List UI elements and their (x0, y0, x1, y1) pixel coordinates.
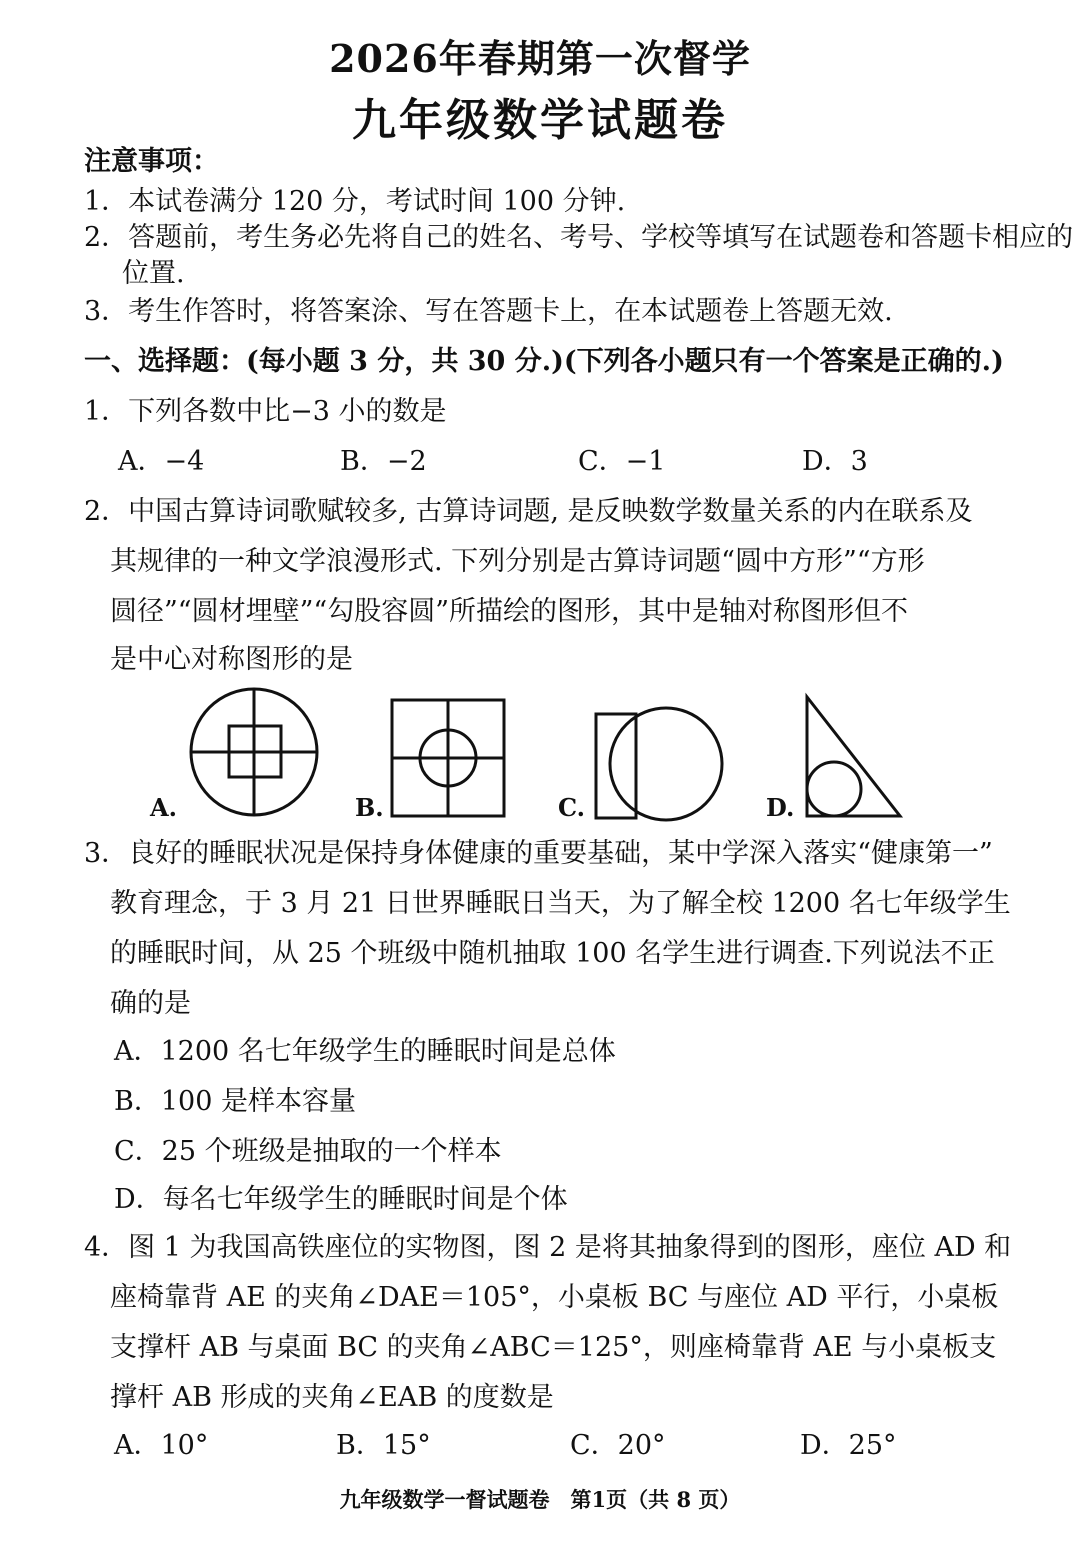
q2-figure-a-label: A. (150, 793, 177, 822)
q4-stem-line-2: 座椅靠背 AE 的夹角∠DAE＝105°，小桌板 BC 与座位 AD 平行，小桌板 (110, 1282, 999, 1313)
q2-figure-b-label: B. (355, 793, 384, 822)
q4-option-d: D．25° (800, 1430, 897, 1461)
q1-option-b: B．−2 (340, 446, 427, 477)
q4-stem-line-4: 撑杆 AB 形成的夹角∠EAB 的度数是 (110, 1382, 554, 1413)
q4-option-c: C．20° (570, 1430, 666, 1461)
q2-stem-line-1: 2．中国古算诗词歌赋较多, 古算诗词题, 是反映数学数量关系的内在联系及 (84, 496, 973, 527)
q3-option-b: B．100 是样本容量 (114, 1086, 356, 1117)
exam-paper-title: 九年级数学试题卷 (352, 95, 728, 146)
q4-option-a: A．10° (114, 1430, 209, 1461)
q3-stem-line-2: 教育理念，于 3 月 21 日世界睡眠日当天，为了解全校 1200 名七年级学生 (110, 888, 1011, 919)
q2-figure-d-label: D. (766, 793, 795, 822)
q1-stem: 1．下列各数中比−3 小的数是 (84, 396, 447, 427)
q1-option-c: C．−1 (578, 446, 666, 477)
note-item-2: 2．答题前，考生务必先将自己的姓名、考号、学校等填写在试题卷和答题卡相应的 (84, 222, 1074, 253)
q3-option-d: D．每名七年级学生的睡眠时间是个体 (114, 1184, 568, 1215)
q3-stem-line-4: 确的是 (110, 988, 191, 1019)
q1-option-d: D．3 (802, 446, 868, 477)
page-footer: 九年级数学一督试题卷 第1页（共 8 页） (339, 1487, 741, 1512)
q3-option-c: C．25 个班级是抽取的一个样本 (114, 1136, 502, 1167)
q2-figure-c-circle-in-wall (594, 700, 726, 820)
q4-stem-line-1: 4．图 1 为我国高铁座位的实物图，图 2 是将其抽象得到的图形，座位 AD 和 (84, 1232, 1012, 1263)
q2-stem-line-2: 其规律的一种文学浪漫形式. 下列分别是古算诗词题“圆中方形”“方形 (110, 546, 925, 577)
notes-heading: 注意事项： (84, 146, 219, 177)
q2-stem-line-3: 圆径”“圆材埋壁”“勾股容圆”所描绘的图形，其中是轴对称图形但不 (110, 596, 909, 627)
q2-figure-d-triangle-incircle (804, 694, 904, 820)
q4-stem-line-3: 支撑杆 AB 与桌面 BC 的夹角∠ABC＝125°，则座椅靠背 AE 与小桌板支 (110, 1332, 997, 1363)
q3-option-a: A．1200 名七年级学生的睡眠时间是总体 (114, 1036, 616, 1067)
q1-option-a: A．−4 (118, 446, 205, 477)
section-heading: 一、选择题：(每小题 3 分，共 30 分.)(下列各小题只有一个答案是正确的.) (84, 346, 1004, 377)
q2-figure-b-square-circle (390, 698, 506, 818)
note-item-2-cont: 位置. (122, 258, 185, 289)
exam-session-title: 2026年春期第一次督学 (329, 36, 751, 81)
q2-figure-a-circle-square (188, 686, 320, 818)
q2-figure-c-label: C. (558, 793, 586, 822)
q3-stem-line-1: 3．良好的睡眠状况是保持身体健康的重要基础，某中学深入落实“健康第一” (84, 838, 993, 869)
q4-option-b: B．15° (336, 1430, 431, 1461)
q2-stem-line-4: 是中心对称图形的是 (110, 644, 353, 675)
note-item-3: 3．考生作答时，将答案涂、写在答题卡上，在本试题卷上答题无效. (84, 296, 893, 327)
note-item-1: 1．本试卷满分 120 分，考试时间 100 分钟. (84, 186, 626, 217)
q3-stem-line-3: 的睡眠时间，从 25 个班级中随机抽取 100 名学生进行调查.下列说法不正 (110, 938, 995, 969)
